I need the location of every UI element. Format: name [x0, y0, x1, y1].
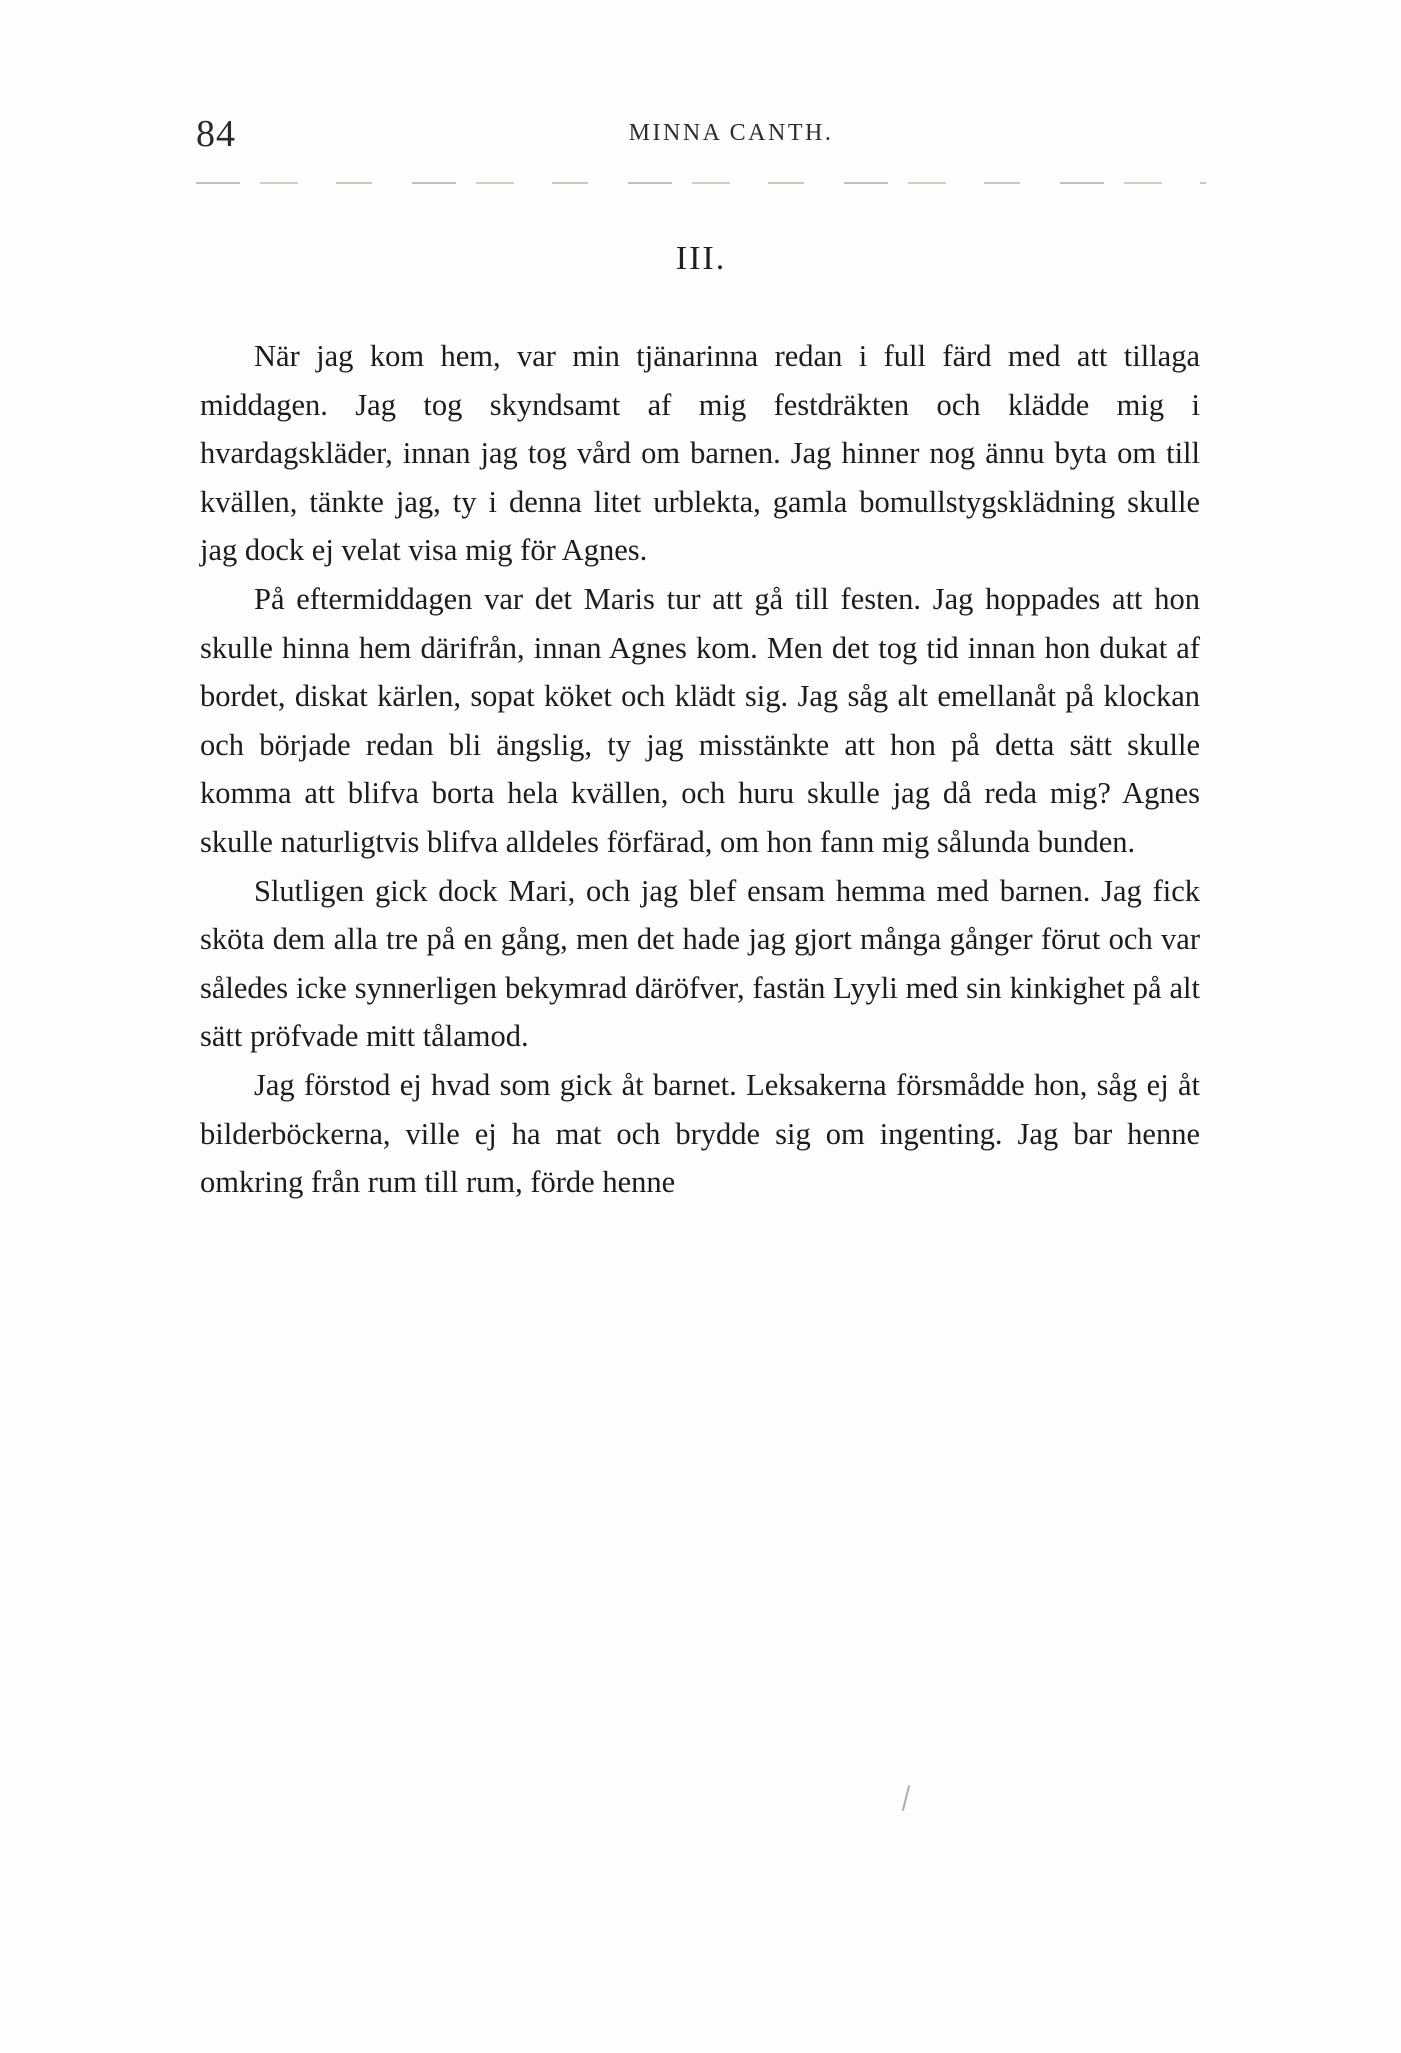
- chapter-number: III.: [675, 240, 727, 277]
- header-rule: [196, 182, 1206, 184]
- paragraph: Slutligen gick dock Mari, och jag blef ensam hemma med barnen. Jag fick sköta dem alla tre på en gång, men det hade jag gjort många gånger förut och var således icke synnerligen bekymrad däröfver, fastän Lyyli med sin kinkighet på alt sätt pröfvade mitt tålamod.: [200, 873, 1200, 1054]
- stray-ink-mark: [902, 1785, 910, 1811]
- running-title: MINNA CANTH.: [628, 120, 834, 146]
- body-text: [200, 332, 1200, 1207]
- page-header: [196, 112, 1206, 172]
- paragraph: Jag förstod ej hvad som gick åt barnet. Leksakerna försmådde hon, såg ej åt bilderböckerna, ville ej ha mat och brydde sig om ingenting. Jag bar henne omkring från rum till rum, förde henne: [200, 1067, 1200, 1200]
- paragraph: När jag kom hem, var min tjänarinna redan i full färd med att tillaga middagen. Jag tog skyndsamt af mig festdräkten och klädde mig i hvardagskläder, innan jag tog vård om barnen. Jag hinner nog ännu byta om till kvällen, tänkte jag, ty i denna litet urblekta, gamla bomullstygsklädning skulle jag dock ej velat visa mig för Agnes.: [200, 339, 1200, 568]
- page-number: 84: [196, 113, 236, 155]
- paragraph: På eftermiddagen var det Maris tur att gå till festen. Jag hoppades att hon skulle hinna hem därifrån, innan Agnes kom. Men det tog tid innan hon dukat af bordet, diskat kärlen, sopat köket och klädt sig. Jag såg alt emellanåt på klockan och började redan bli ängslig, ty jag misstänkte att hon på detta sätt skulle komma att blifva borta hela kvällen, och huru skulle jag då reda mig? Agnes skulle naturligtvis blifva alldeles förfärad, om hon fann mig sålunda bunden.: [200, 581, 1200, 859]
